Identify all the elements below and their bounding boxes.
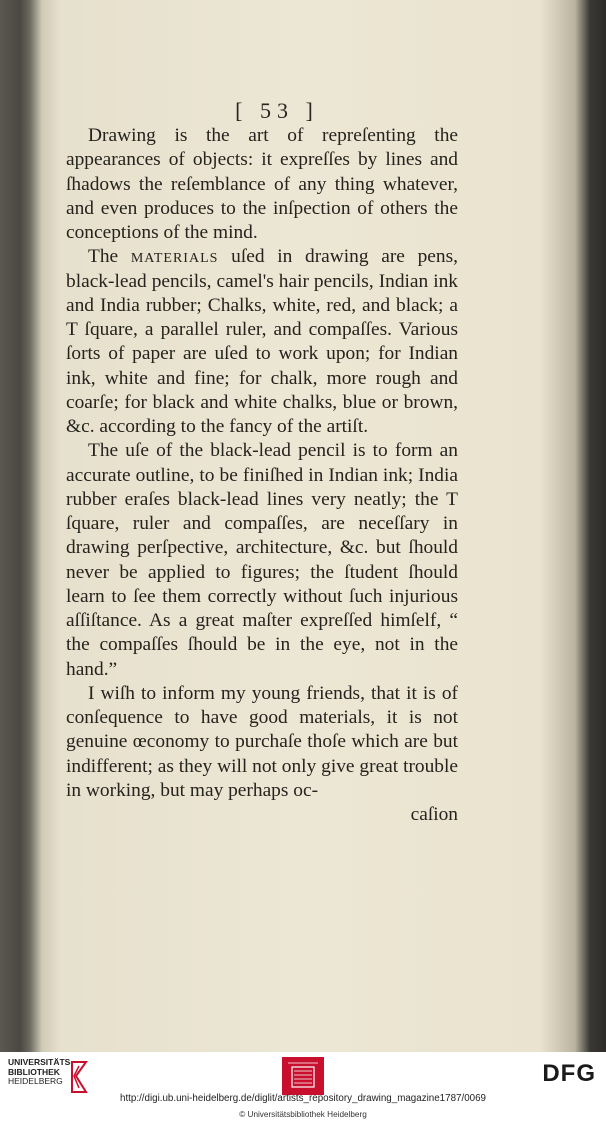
paragraph-1: Drawing is the art of repreſenting the appearances of objects: it expreſſes by lines and ſhadows the reſemblance of any thing whatever, and even produces to the inſpection of others the conceptions of the mind.: [66, 125, 458, 243]
permalink-url[interactable]: http://digi.ub.uni-heidelberg.de/diglit/artists_repository_drawing_magazine1787/0069: [120, 1093, 486, 1104]
body-text: [66, 124, 458, 827]
library-line-1: UNIVERSITÄTS-: [8, 1057, 74, 1067]
paragraph-3: The uſe of the black-lead pencil is to form an accurate outline, to be finiſhed in Indian ink; India rubber eraſes black-lead lines very neatly; the T ſquare, ruler and compaſſes, are neceſſary in drawing perſpective, architecture, &c. but ſhould never be applied to figures; the ſtudent ſhould learn to ſee them correctly without ſuch injurious aſſiſtance. As a great maſter expreſſed himſelf, “ the compaſſes ſhould be in the eye, not in the hand.”: [66, 440, 458, 680]
library-line-2: BIBLIOTHEK: [8, 1066, 60, 1077]
paragraph-2-body: uſed in drawing are pens, black-lead pencils, camel's hair pencils, Indian ink and India rubber; Chalks, white, red, and black; a T ſquare, a parallel ruler, and compaſſes. Various ſorts of paper are uſed to work upon; for Indian ink, white and fine; for chalk, more rough and coarſe; for black and white chalks, blue or brown, &c. according to the fancy of the artiſt.: [66, 246, 458, 437]
dfg-logo[interactable]: DFG: [542, 1060, 596, 1087]
digital-collection-logo[interactable]: [282, 1057, 324, 1095]
collection-emblem-icon: [282, 1057, 324, 1095]
library-line-3: HEIDELBERG: [8, 1076, 63, 1086]
paragraph-4: I wiſh to inform my young friends, that it is of conſequence to have good materials, it is not genuine œconomy to purchaſe thoſe which are but indifferent; as they will not only give great trouble in working, but may perhaps oc-: [66, 682, 458, 801]
materials-smallcaps: materials: [130, 246, 219, 268]
paragraph-2-lead: The: [88, 246, 131, 268]
copyright-notice: © Universitätsbibliothek Heidelberg: [239, 1110, 367, 1119]
university-library-logo[interactable]: [8, 1058, 88, 1098]
paragraph-2: [66, 245, 458, 439]
library-emblem-icon: [68, 1060, 90, 1094]
catchword: caſion: [410, 804, 458, 825]
page-number: [ 53 ]: [235, 98, 319, 123]
